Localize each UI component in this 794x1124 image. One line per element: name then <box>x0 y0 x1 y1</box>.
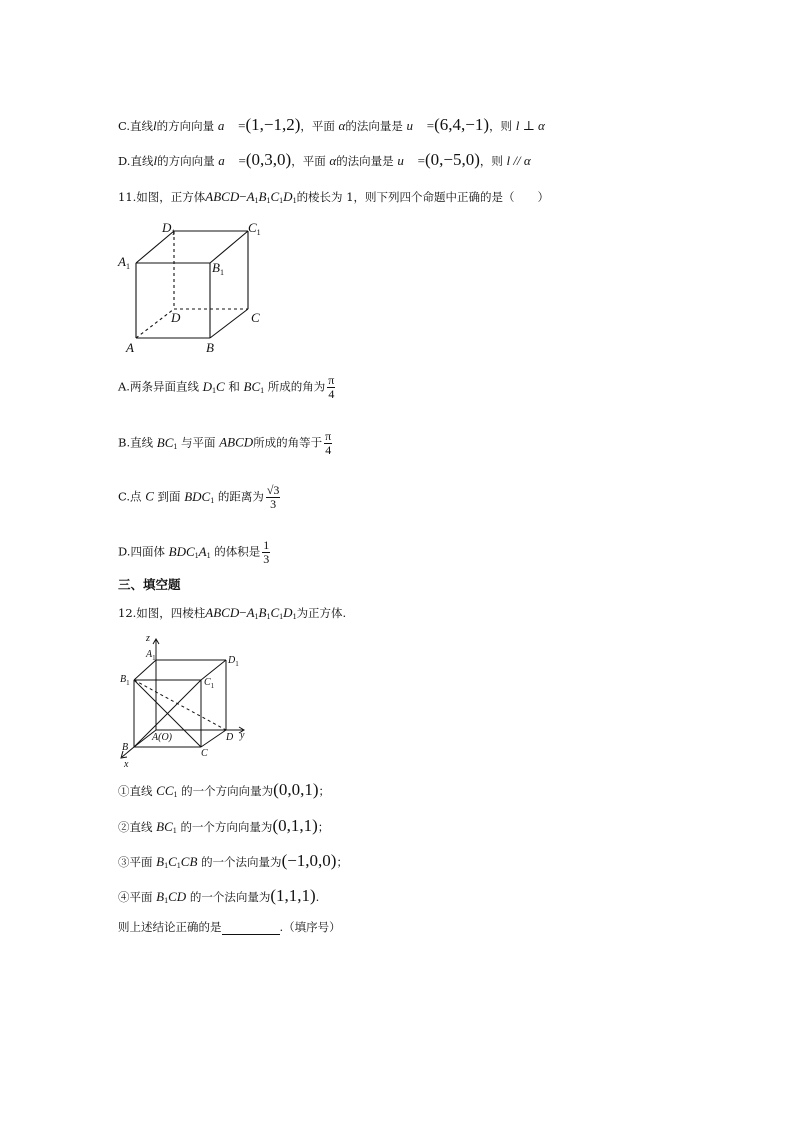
hidden-edge <box>136 309 174 338</box>
vector-a-value: (1,−1,2) <box>245 115 301 134</box>
vector-value: (−1,0,0) <box>281 851 337 870</box>
q11-option-a <box>118 374 335 401</box>
text: A.两条异面直线 <box>118 379 199 394</box>
text: D.四面体 <box>118 544 165 559</box>
text: 的方向向量 <box>156 119 215 133</box>
cube-figure <box>114 218 274 358</box>
vector-u: u⃗ <box>397 153 414 168</box>
label-b: B <box>122 742 129 753</box>
edge <box>136 231 174 263</box>
q12-ask <box>118 919 341 935</box>
var-l: l <box>153 118 157 133</box>
q12-statement-2 <box>118 818 329 839</box>
label-b1: $B_1$ <box>212 260 224 277</box>
q12-stem <box>118 605 346 625</box>
vector-value: (1,1,1) <box>270 886 316 905</box>
var-l: l <box>153 153 158 168</box>
text: 所成的角为 <box>267 379 326 394</box>
plane-b1c1cb: $B_1C_1CB$ <box>156 854 198 870</box>
fraction: $\frac{\pi}{4}$ <box>328 373 335 401</box>
text: 的方向向量 <box>157 154 215 168</box>
text: B.直线 <box>118 435 154 450</box>
text: ，则 <box>489 119 513 133</box>
edge-b1a1 <box>134 660 156 680</box>
text: 的一个法向量为 <box>201 855 282 869</box>
text: ②直线 <box>118 820 153 834</box>
text: 的体积是 <box>214 544 261 559</box>
equals: = <box>238 118 246 133</box>
label-a1: $A_1$ <box>118 254 130 271</box>
equals: = <box>417 153 425 168</box>
tetrahedron: $BDC_1A_1$ <box>168 543 211 560</box>
text: 与平面 <box>181 435 216 450</box>
text: 的一个方向向量为 <box>180 820 273 834</box>
q12-statement-3 <box>118 853 348 874</box>
text: 11.如图，正方体 <box>118 190 206 204</box>
text: ，平面 <box>300 119 335 133</box>
alpha: α <box>329 153 337 168</box>
text: C.点 <box>118 489 142 504</box>
label-x: x <box>124 759 129 770</box>
vector-u-value: (0,−5,0) <box>424 150 480 169</box>
text: ，则 <box>479 154 503 168</box>
q10-option-d <box>118 152 531 169</box>
text: 的一个方向向量为 <box>181 784 274 798</box>
fraction: $\frac{\pi}{4}$ <box>325 429 332 457</box>
equals: = <box>426 118 435 133</box>
label-d1: $D_1$ <box>228 655 239 668</box>
line-bc1: $BC_1$ <box>243 378 265 395</box>
text: 所成的角等于 <box>253 435 323 450</box>
equals: = <box>238 153 246 168</box>
q11-option-c <box>118 484 280 511</box>
label-z: z <box>146 633 150 644</box>
text: 的法向量是 <box>336 154 394 168</box>
label-y: y <box>240 730 245 741</box>
text: ④平面 <box>118 890 153 904</box>
text: ； <box>336 855 348 869</box>
text: 的棱长为 1，则下列四个命题中正确的是（ ） <box>296 190 550 204</box>
text: ①直线 <box>118 784 153 798</box>
q11-option-d <box>118 539 270 566</box>
text: C.直线 <box>118 119 154 133</box>
vector-value: (0,0,1) <box>273 780 319 799</box>
label-c1: $C_1$ <box>248 220 261 237</box>
q11-option-b <box>118 430 332 457</box>
text: 则上述结论正确的是 <box>118 920 222 934</box>
text: 和 <box>228 379 240 394</box>
answer-blank[interactable] <box>222 923 280 935</box>
conclusion: l ⊥ α <box>515 118 545 133</box>
point-c: C <box>145 488 154 504</box>
q11-stem <box>118 189 549 209</box>
label-a1: $A_1$ <box>146 649 156 662</box>
vector-u-value: (6,4,−1) <box>434 115 490 134</box>
label-d1: $D_1$ <box>162 220 176 237</box>
label-d: D <box>226 732 234 743</box>
vector-value: (0,1,1) <box>272 816 318 835</box>
text: 的法向量是 <box>345 119 403 133</box>
fraction: $\frac{1}{3}$ <box>263 538 270 566</box>
label-c1: $C_1$ <box>204 677 215 690</box>
label-b: B <box>206 340 214 355</box>
cube-name: $ABCD-A_1B_1C_1D_1$ <box>205 189 297 205</box>
plane-bdc1: $BDC_1$ <box>184 488 215 505</box>
coordinate-cube-figure <box>116 630 256 770</box>
edge <box>210 309 248 338</box>
vector-u: u⃗ <box>406 118 424 133</box>
edge <box>210 231 248 263</box>
label-b1: $B_1$ <box>120 674 130 687</box>
text: . <box>315 890 320 904</box>
conclusion: l // α <box>506 153 531 168</box>
label-a: A <box>126 340 134 355</box>
text: 12.如图，四棱柱 <box>118 606 206 620</box>
text: 为正方体. <box>296 606 347 620</box>
edge-cd <box>201 730 226 747</box>
text: D.直线 <box>118 154 154 168</box>
label-a-origin: A(O) <box>152 732 172 743</box>
text: ③平面 <box>118 855 153 869</box>
text: .（填序号） <box>279 920 341 934</box>
vector-a: a⃗ <box>217 118 235 133</box>
line-cc1: $CC_1$ <box>156 783 178 799</box>
vector-a-value: (0,3,0) <box>245 150 292 169</box>
label-d: D <box>171 310 181 325</box>
plane-b1cd: $B_1CD$ <box>156 889 187 905</box>
text: ； <box>318 784 330 798</box>
label-c: C <box>251 310 260 325</box>
q10-option-c <box>118 117 545 134</box>
fraction: $\frac{√3}{3}$ <box>266 483 280 511</box>
vector-a: a⃗ <box>218 153 235 168</box>
line-d1c: $D_1C$ <box>202 378 225 395</box>
text: 的一个法向量为 <box>189 890 271 904</box>
q12-statement-4 <box>118 888 319 909</box>
alpha: α <box>338 118 346 133</box>
q12-statement-1 <box>118 782 330 803</box>
text: ； <box>317 820 330 834</box>
text: 到面 <box>157 489 181 504</box>
section-title: 三、填空题 <box>118 577 181 592</box>
text: 的距离为 <box>217 489 264 504</box>
line-bc1: $BC_1$ <box>156 434 178 451</box>
prism-name: $ABCD-A_1B_1C_1D_1$ <box>205 605 297 621</box>
text: ，平面 <box>291 154 326 168</box>
plane-abcd: ABCD <box>219 434 254 450</box>
line-bc1: $BC_1$ <box>156 819 177 835</box>
label-c: C <box>201 748 208 759</box>
